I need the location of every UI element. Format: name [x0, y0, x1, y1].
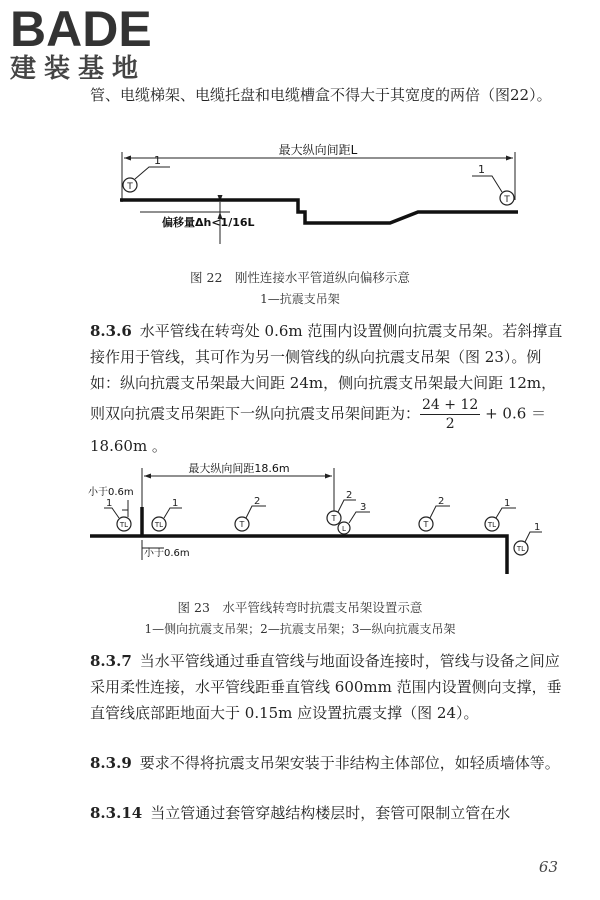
clause-text: 当水平管线通过垂直管线与地面设备连接时，管线与设备之间应采用柔性连接，水平管线距垂直管线 600mm 范围内设置侧向支撑，垂直管线底部距地面大于 0.15m 应设置抗震支撑（图 24）。: [90, 652, 562, 722]
marker-number: 2: [346, 490, 353, 501]
logo-subtitle: 建装基地: [10, 54, 147, 84]
symbol-TL: TL: [119, 521, 129, 529]
support-marker-right: [472, 163, 514, 205]
figure-23-legend: 1—侧向抗震支吊架；2—抗震支吊架；3—纵向抗震支吊架: [144, 622, 456, 636]
symbol-T: T: [239, 520, 245, 529]
marker-2-b: [419, 496, 450, 531]
clause-text: 当立管通过套管穿越结构楼层时，套管可限制立管在水: [150, 804, 511, 822]
leader-line: [472, 176, 502, 192]
clause-8-3-7: [90, 648, 570, 726]
clause-text: 要求不得将抗震支吊架安装于非结构主体部位，如轻质墙体等。: [139, 754, 560, 772]
leader-line: [135, 167, 170, 179]
marker-1-top-left: [104, 498, 131, 531]
figure-22-diagram: [100, 140, 540, 258]
marker-symbol: T: [504, 195, 510, 205]
marker-number: 1: [154, 154, 161, 167]
figure-23-caption: 图 23 水平管线转弯时抗震支吊架设置示意: [177, 600, 423, 615]
marker-number: 1: [504, 498, 511, 509]
clause-number: 8.3.14: [90, 804, 143, 822]
marker-number: 1: [106, 498, 113, 509]
clause-text: 水平管线在转弯处 0.6m 范围内设置侧向抗震支吊架。若斜撑直接作用于管线，其可作为另一侧管线的纵向抗震支吊架（图 23）。例如：纵向抗震支吊架最大间距 24m，侧向抗震支吊架最大间距 12m，则双向抗震支吊架距下一纵向抗震支吊架间距为：: [90, 322, 563, 423]
marker-number: 3: [360, 502, 367, 513]
marker-number: 1: [172, 498, 179, 509]
page-number: 63: [538, 858, 558, 876]
marker-number: 1: [534, 522, 541, 533]
symbol-TL: TL: [154, 521, 164, 529]
arrow-left: [124, 156, 131, 161]
clause-number: 8.3.9: [90, 754, 132, 772]
symbol-T: T: [331, 514, 337, 523]
clause-8-3-9: [90, 750, 570, 776]
fraction-denominator: 2: [445, 416, 455, 432]
figure-22-caption: 图 22 刚性连接水平管道纵向偏移示意: [190, 270, 410, 285]
symbol-TL: TL: [516, 545, 526, 553]
clause-8-3-6: [90, 318, 570, 459]
formula-fraction: [420, 396, 480, 433]
clause-number: 8.3.7: [90, 652, 132, 670]
figure-23-diagram: [84, 462, 554, 592]
less-than-label-top: 小于0.6m: [88, 487, 134, 498]
marker-2-3-double: [327, 490, 370, 534]
fraction-numerator: 24 + 12: [422, 397, 479, 413]
arrow-left: [144, 474, 151, 479]
arrow-right: [325, 474, 332, 479]
marker-number: 1: [478, 163, 485, 176]
marker-number: 2: [438, 496, 445, 507]
figure-22-legend: 1—抗震支吊架: [260, 292, 340, 306]
span-label: 最大纵向间距18.6m: [188, 462, 290, 475]
clause-8-3-14: [90, 800, 570, 826]
span-label: 最大纵向间距L: [278, 143, 358, 157]
marker-number: 2: [254, 496, 261, 507]
symbol-TL: TL: [487, 521, 497, 529]
symbol-L: L: [342, 525, 346, 533]
marker-1-right: [485, 498, 516, 531]
marker-1-riser: [514, 522, 542, 555]
formula-result: + 0.6 ＝ 18.60m 。: [90, 404, 547, 455]
offset-label: 偏移量Δh<1/16L: [162, 216, 255, 229]
pipe-main-run: [142, 536, 507, 574]
symbol-T: T: [423, 520, 429, 529]
paragraph-continuation: 管、电缆梯架、电缆托盘和电缆槽盒不得大于其宽度的两倍（图22）。: [90, 86, 552, 104]
clause-number: 8.3.6: [90, 322, 132, 340]
less-than-label-bottom: 小于0.6m: [144, 548, 190, 559]
marker-2-a: [235, 496, 266, 531]
arrow-right: [506, 156, 513, 161]
logo-brand-text: BADE: [10, 1, 152, 57]
brand-logo: [10, 2, 180, 84]
marker-symbol: T: [127, 182, 133, 192]
marker-1-corner: [152, 498, 182, 531]
